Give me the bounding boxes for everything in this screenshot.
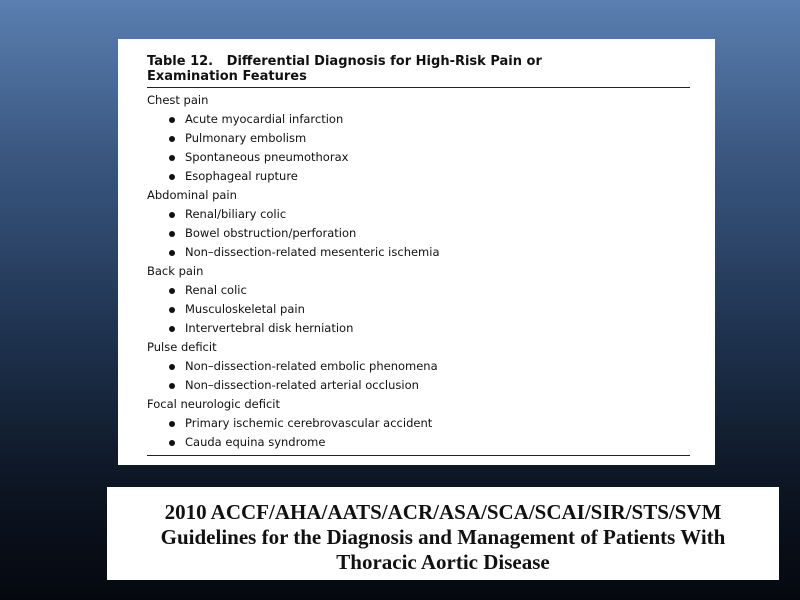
list-item xyxy=(147,110,690,129)
list-item xyxy=(147,433,690,452)
item-label: Primary ischemic cerebrovascular accident xyxy=(185,416,433,430)
category-back-pain: Back pain xyxy=(147,264,204,278)
list-item xyxy=(147,281,690,300)
caption-line-3: Thoracic Aortic Disease xyxy=(336,550,550,574)
item-label: Acute myocardial infarction xyxy=(185,112,344,126)
item-label: Pulmonary embolism xyxy=(185,131,307,145)
bullet-icon xyxy=(169,212,175,218)
category-pulse-deficit: Pulse deficit xyxy=(147,340,217,354)
bullet-icon xyxy=(169,288,175,294)
item-label: Non–dissection-related arterial occlusion xyxy=(185,378,419,392)
caption-line-2: Guidelines for the Diagnosis and Management of Patients With xyxy=(160,525,726,549)
item-label: Renal/biliary colic xyxy=(185,207,287,221)
bullet-icon xyxy=(169,307,175,313)
guideline-caption xyxy=(107,487,779,575)
table-content xyxy=(147,54,690,456)
bullet-icon xyxy=(169,117,175,123)
list-item xyxy=(147,414,690,433)
list-item xyxy=(147,167,690,186)
list-item xyxy=(147,148,690,167)
table-bottom-rule xyxy=(147,455,690,456)
category-chest-pain: Chest pain xyxy=(147,93,209,107)
bullet-icon xyxy=(169,326,175,332)
bullet-icon xyxy=(169,174,175,180)
table-title-line-2: Examination Features xyxy=(147,69,307,84)
list-item xyxy=(147,300,690,319)
table-body xyxy=(147,88,690,452)
list-item xyxy=(147,376,690,395)
category-abdominal-pain: Abdominal pain xyxy=(147,188,237,202)
list-item xyxy=(147,205,690,224)
bullet-icon xyxy=(169,421,175,427)
bullet-icon xyxy=(169,440,175,446)
bullet-icon xyxy=(169,364,175,370)
list-item xyxy=(147,129,690,148)
list-item xyxy=(147,319,690,338)
table-title-line-1: Table 12. Differential Diagnosis for High-Risk Pain or xyxy=(147,54,542,69)
item-label: Intervertebral disk herniation xyxy=(185,321,354,335)
bullet-icon xyxy=(169,231,175,237)
item-label: Spontaneous pneumothorax xyxy=(185,150,349,164)
caption-panel xyxy=(107,487,779,580)
bullet-icon xyxy=(169,136,175,142)
item-label: Musculoskeletal pain xyxy=(185,302,305,316)
item-label: Cauda equina syndrome xyxy=(185,435,326,449)
bullet-icon xyxy=(169,155,175,161)
category-focal-neurologic-deficit: Focal neurologic deficit xyxy=(147,397,280,411)
bullet-icon xyxy=(169,383,175,389)
item-label: Esophageal rupture xyxy=(185,169,298,183)
item-label: Bowel obstruction/perforation xyxy=(185,226,357,240)
list-item xyxy=(147,243,690,262)
list-item xyxy=(147,357,690,376)
caption-line-1: 2010 ACCF/AHA/AATS/ACR/ASA/SCA/SCAI/SIR/STS/SVM xyxy=(164,500,722,524)
table-panel xyxy=(118,39,715,465)
item-label: Non–dissection-related embolic phenomena xyxy=(185,359,438,373)
item-label: Renal colic xyxy=(185,283,247,297)
bullet-icon xyxy=(169,250,175,256)
item-label: Non–dissection-related mesenteric ischemia xyxy=(185,245,440,259)
list-item xyxy=(147,224,690,243)
